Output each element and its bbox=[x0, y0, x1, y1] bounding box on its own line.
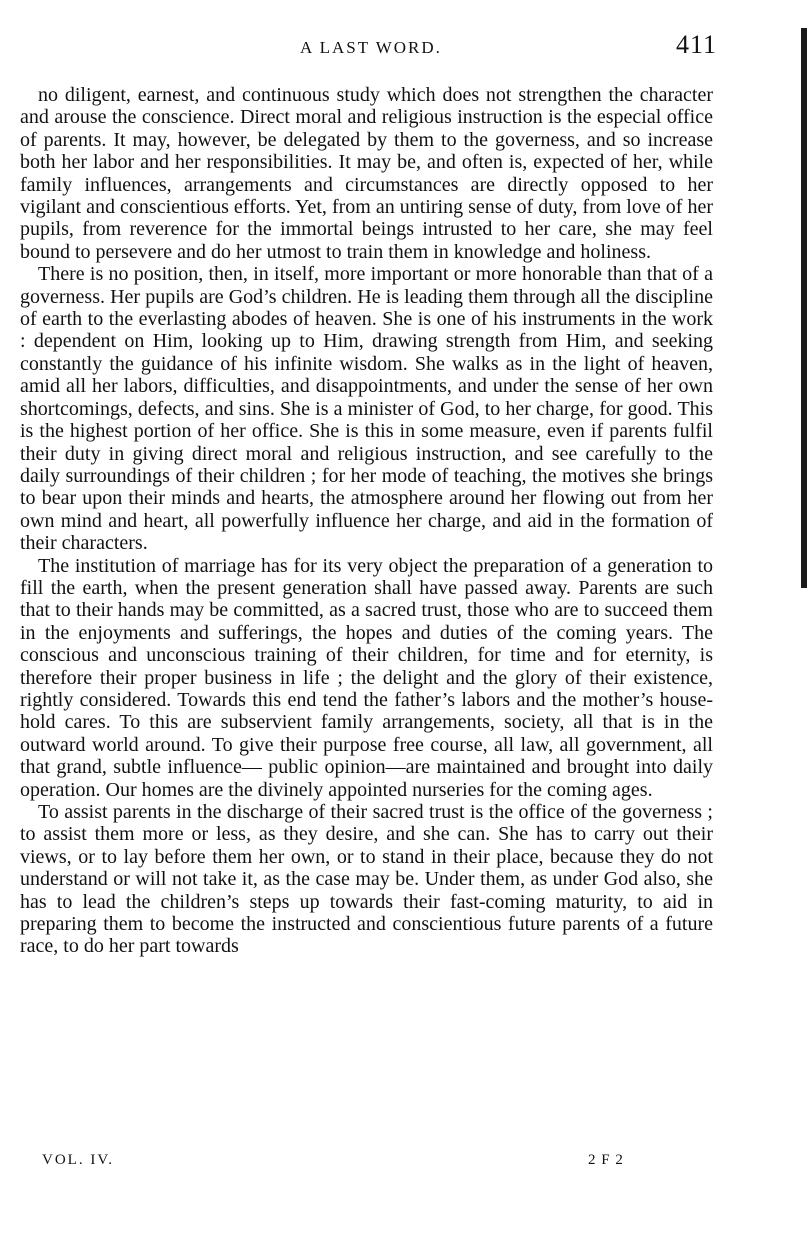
running-head bbox=[0, 30, 810, 76]
page-footer bbox=[42, 1152, 642, 1176]
paragraph-continuation: no diligent, earnest, and continuous study which does not strengthen the character and arouse the conscience. Direct moral and religious instruction is the especial office of parents. It may, however, be delegated by them to the governess, and so increase both her labor and her responsibilities. It may be, and often is, expected of her, while family influences, arrangements and circumstances are directly opposed to her vigilant and conscientious efforts. Yet, from an untiring sense of duty, from love of her pupils, from reverence for the immortal beings intrusted to her care, she may feel bound to persevere and do her utmost to train them in knowledge and holiness. bbox=[20, 84, 713, 263]
volume-label: VOL. IV. bbox=[42, 1152, 114, 1168]
page-edge-rule bbox=[801, 28, 807, 588]
paragraph-governess-position: There is no position, then, in itself, more important or more honorable than that of a governess. Her pupils are God’s children. He is leading them through all the discipline of earth to the everlasting abodes of heaven. She is one of his instruments in the work : dependent on Him, looking up to Him, drawing strength from Him, and seeking constantly the guidance of his infinite wisdom. She walks as in the light of heaven, amid all her labors, difficulties, and disappointments, and under the sense of her own shortcomings, defects, and sins. She is a minister of God, to her charge, for good. This is the highest portion of her office. She is this in some measure, even if parents fulfil their duty in giving direct moral and religious instruction, and see carefully to the daily surroundings of their children ; for her mode of teaching, the motives she brings to bear upon their minds and hearts, the atmosphere around her flowing out from her own mind and heart, all powerfully influence her charge, and aid in the formation of their characters. bbox=[20, 263, 713, 555]
running-title: A LAST WORD. bbox=[300, 38, 442, 57]
paragraph-institution-of-marriage: The institution of marriage has for its very object the preparation of a generation to fill the earth, when the present generation shall have passed away. Parents are such that to their hands may be committed, as a sacred trust, those who are to succeed them in the enjoyments and sufferings, the hopes and duties of the coming years. The conscious and unconscious training of their children, for time and for eternity, is therefore their proper business in life ; the delight and the glory of their existence, rightly considered. Towards this end tend the father’s labors and the mother’s household cares. To this are subservient family arrangements, society, all that is in the outward world around. To give their purpose free course, all law, all government, all that grand, subtle influence— public opinion—are maintained and brought into daily operation. Our homes are the divinely appointed nurseries for the coming ages. bbox=[20, 554, 713, 801]
body-text bbox=[20, 84, 713, 958]
page-number: 411 bbox=[676, 30, 718, 59]
paragraph-office-of-governess: To assist parents in the discharge of their sacred trust is the office of the governess ; to assist them more or less, as they desire, and she can. She has to carry out their views, or to lay before them her own, or to stand in their place, because they do not understand or will not take it, as the case may be. Under them, as under God also, she has to lead the children’s steps up towards their fast-coming maturity, to aid in preparing them to become the instructed and conscientious future parents of a future race, to do her part towards bbox=[20, 801, 713, 958]
printer-signature: 2 F 2 bbox=[588, 1152, 624, 1168]
